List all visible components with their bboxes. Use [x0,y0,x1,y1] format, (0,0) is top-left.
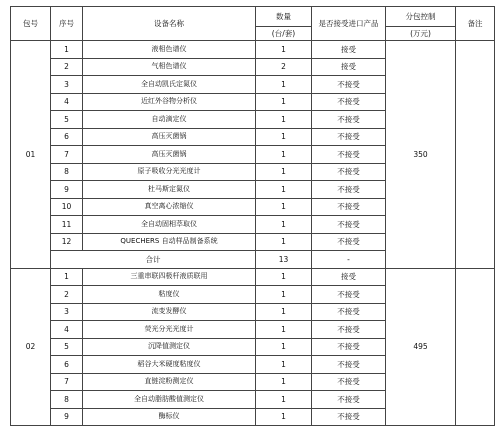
package-budget: 350 [386,41,456,269]
equipment-name: 液相色谱仪 [83,41,256,59]
import-accepted: 不接受 [312,163,386,181]
row-quantity: 1 [256,233,312,251]
equipment-name: 自动滴定仪 [83,111,256,129]
procurement-table-sheet [10,6,494,426]
row-seq: 2 [51,58,83,76]
row-quantity: 1 [256,93,312,111]
row-quantity: 1 [256,321,312,339]
row-seq: 5 [51,111,83,129]
row-quantity: 1 [256,286,312,304]
row-quantity: 1 [256,338,312,356]
total-quantity: 13 [256,251,312,269]
row-seq: 2 [51,286,83,304]
table-row [11,41,495,59]
equipment-name: 全自动固相萃取仪 [83,216,256,234]
row-seq: 7 [51,373,83,391]
row-seq: 4 [51,321,83,339]
row-seq: 1 [51,268,83,286]
row-quantity: 1 [256,356,312,374]
package-note [456,268,495,426]
import-accepted: 不接受 [312,93,386,111]
equipment-name: 真空离心浓缩仪 [83,198,256,216]
table-row [11,268,495,286]
row-seq: 12 [51,233,83,251]
row-seq: 11 [51,216,83,234]
col-header-qty-unit: (台/套) [256,27,312,41]
import-accepted: 不接受 [312,286,386,304]
import-accepted: 不接受 [312,216,386,234]
import-accepted: 不接受 [312,373,386,391]
row-quantity: 1 [256,198,312,216]
row-seq: 4 [51,93,83,111]
equipment-name: 流变发酵仪 [83,303,256,321]
import-accepted: 不接受 [312,303,386,321]
row-quantity: 1 [256,268,312,286]
row-quantity: 1 [256,181,312,199]
equipment-name: 全自动凯氏定氮仪 [83,76,256,94]
import-accepted: 接受 [312,58,386,76]
col-header-name: 设备名称 [83,7,256,41]
row-seq: 6 [51,356,83,374]
row-seq: 8 [51,163,83,181]
package-budget: 495 [386,268,456,426]
row-quantity: 1 [256,146,312,164]
import-accepted: 不接受 [312,181,386,199]
package-number: 01 [11,41,51,269]
row-seq: 5 [51,338,83,356]
row-quantity: 1 [256,163,312,181]
row-quantity: 1 [256,391,312,409]
import-accepted: 不接受 [312,391,386,409]
equipment-name: 全自动脂肪酸值测定仪 [83,391,256,409]
import-accepted: 不接受 [312,233,386,251]
equipment-name: 近红外谷物分析仪 [83,93,256,111]
col-header-qty: 数量 [256,7,312,27]
equipment-name: 高压灭菌锅 [83,128,256,146]
import-accepted: 接受 [312,41,386,59]
row-quantity: 2 [256,58,312,76]
equipment-table [10,6,495,426]
row-seq: 6 [51,128,83,146]
equipment-name: 沉降值测定仪 [83,338,256,356]
equipment-name: 直链淀粉测定仪 [83,373,256,391]
row-quantity: 1 [256,111,312,129]
row-seq: 8 [51,391,83,409]
table-body [11,41,495,426]
import-accepted: 不接受 [312,146,386,164]
equipment-name: 三重串联四极杆液质联用 [83,268,256,286]
row-quantity: 1 [256,408,312,426]
row-seq: 3 [51,76,83,94]
row-seq: 10 [51,198,83,216]
total-import: - [312,251,386,269]
import-accepted: 不接受 [312,198,386,216]
equipment-name: 高压灭菌锅 [83,146,256,164]
import-accepted: 不接受 [312,111,386,129]
equipment-name: QUECHERS 自动样品制备系统 [83,233,256,251]
row-quantity: 1 [256,128,312,146]
col-header-budget-unit: (万元) [386,27,456,41]
row-seq: 3 [51,303,83,321]
import-accepted: 不接受 [312,128,386,146]
equipment-name: 酶标仪 [83,408,256,426]
row-seq: 7 [51,146,83,164]
row-seq: 1 [51,41,83,59]
row-quantity: 1 [256,373,312,391]
equipment-name: 粘度仪 [83,286,256,304]
row-quantity: 1 [256,76,312,94]
row-seq: 9 [51,408,83,426]
row-quantity: 1 [256,216,312,234]
col-header-import: 是否接受进口产品 [312,7,386,41]
equipment-name: 杜马斯定氮仪 [83,181,256,199]
import-accepted: 不接受 [312,408,386,426]
row-seq: 9 [51,181,83,199]
row-quantity: 1 [256,303,312,321]
equipment-name: 气相色谱仪 [83,58,256,76]
import-accepted: 不接受 [312,321,386,339]
import-accepted: 不接受 [312,338,386,356]
import-accepted: 不接受 [312,76,386,94]
equipment-name: 荧光分光光度计 [83,321,256,339]
equipment-name: 稻谷大米硬度粘度仪 [83,356,256,374]
equipment-name: 原子吸收分光光度计 [83,163,256,181]
col-header-seq: 序号 [51,7,83,41]
import-accepted: 接受 [312,268,386,286]
package-note [456,41,495,269]
total-label: 合计 [51,251,256,269]
col-header-package: 包号 [11,7,51,41]
col-header-budget: 分包控制 [386,7,456,27]
header-row [11,7,495,27]
col-header-note: 备注 [456,7,495,41]
row-quantity: 1 [256,41,312,59]
package-number: 02 [11,268,51,426]
import-accepted: 不接受 [312,356,386,374]
